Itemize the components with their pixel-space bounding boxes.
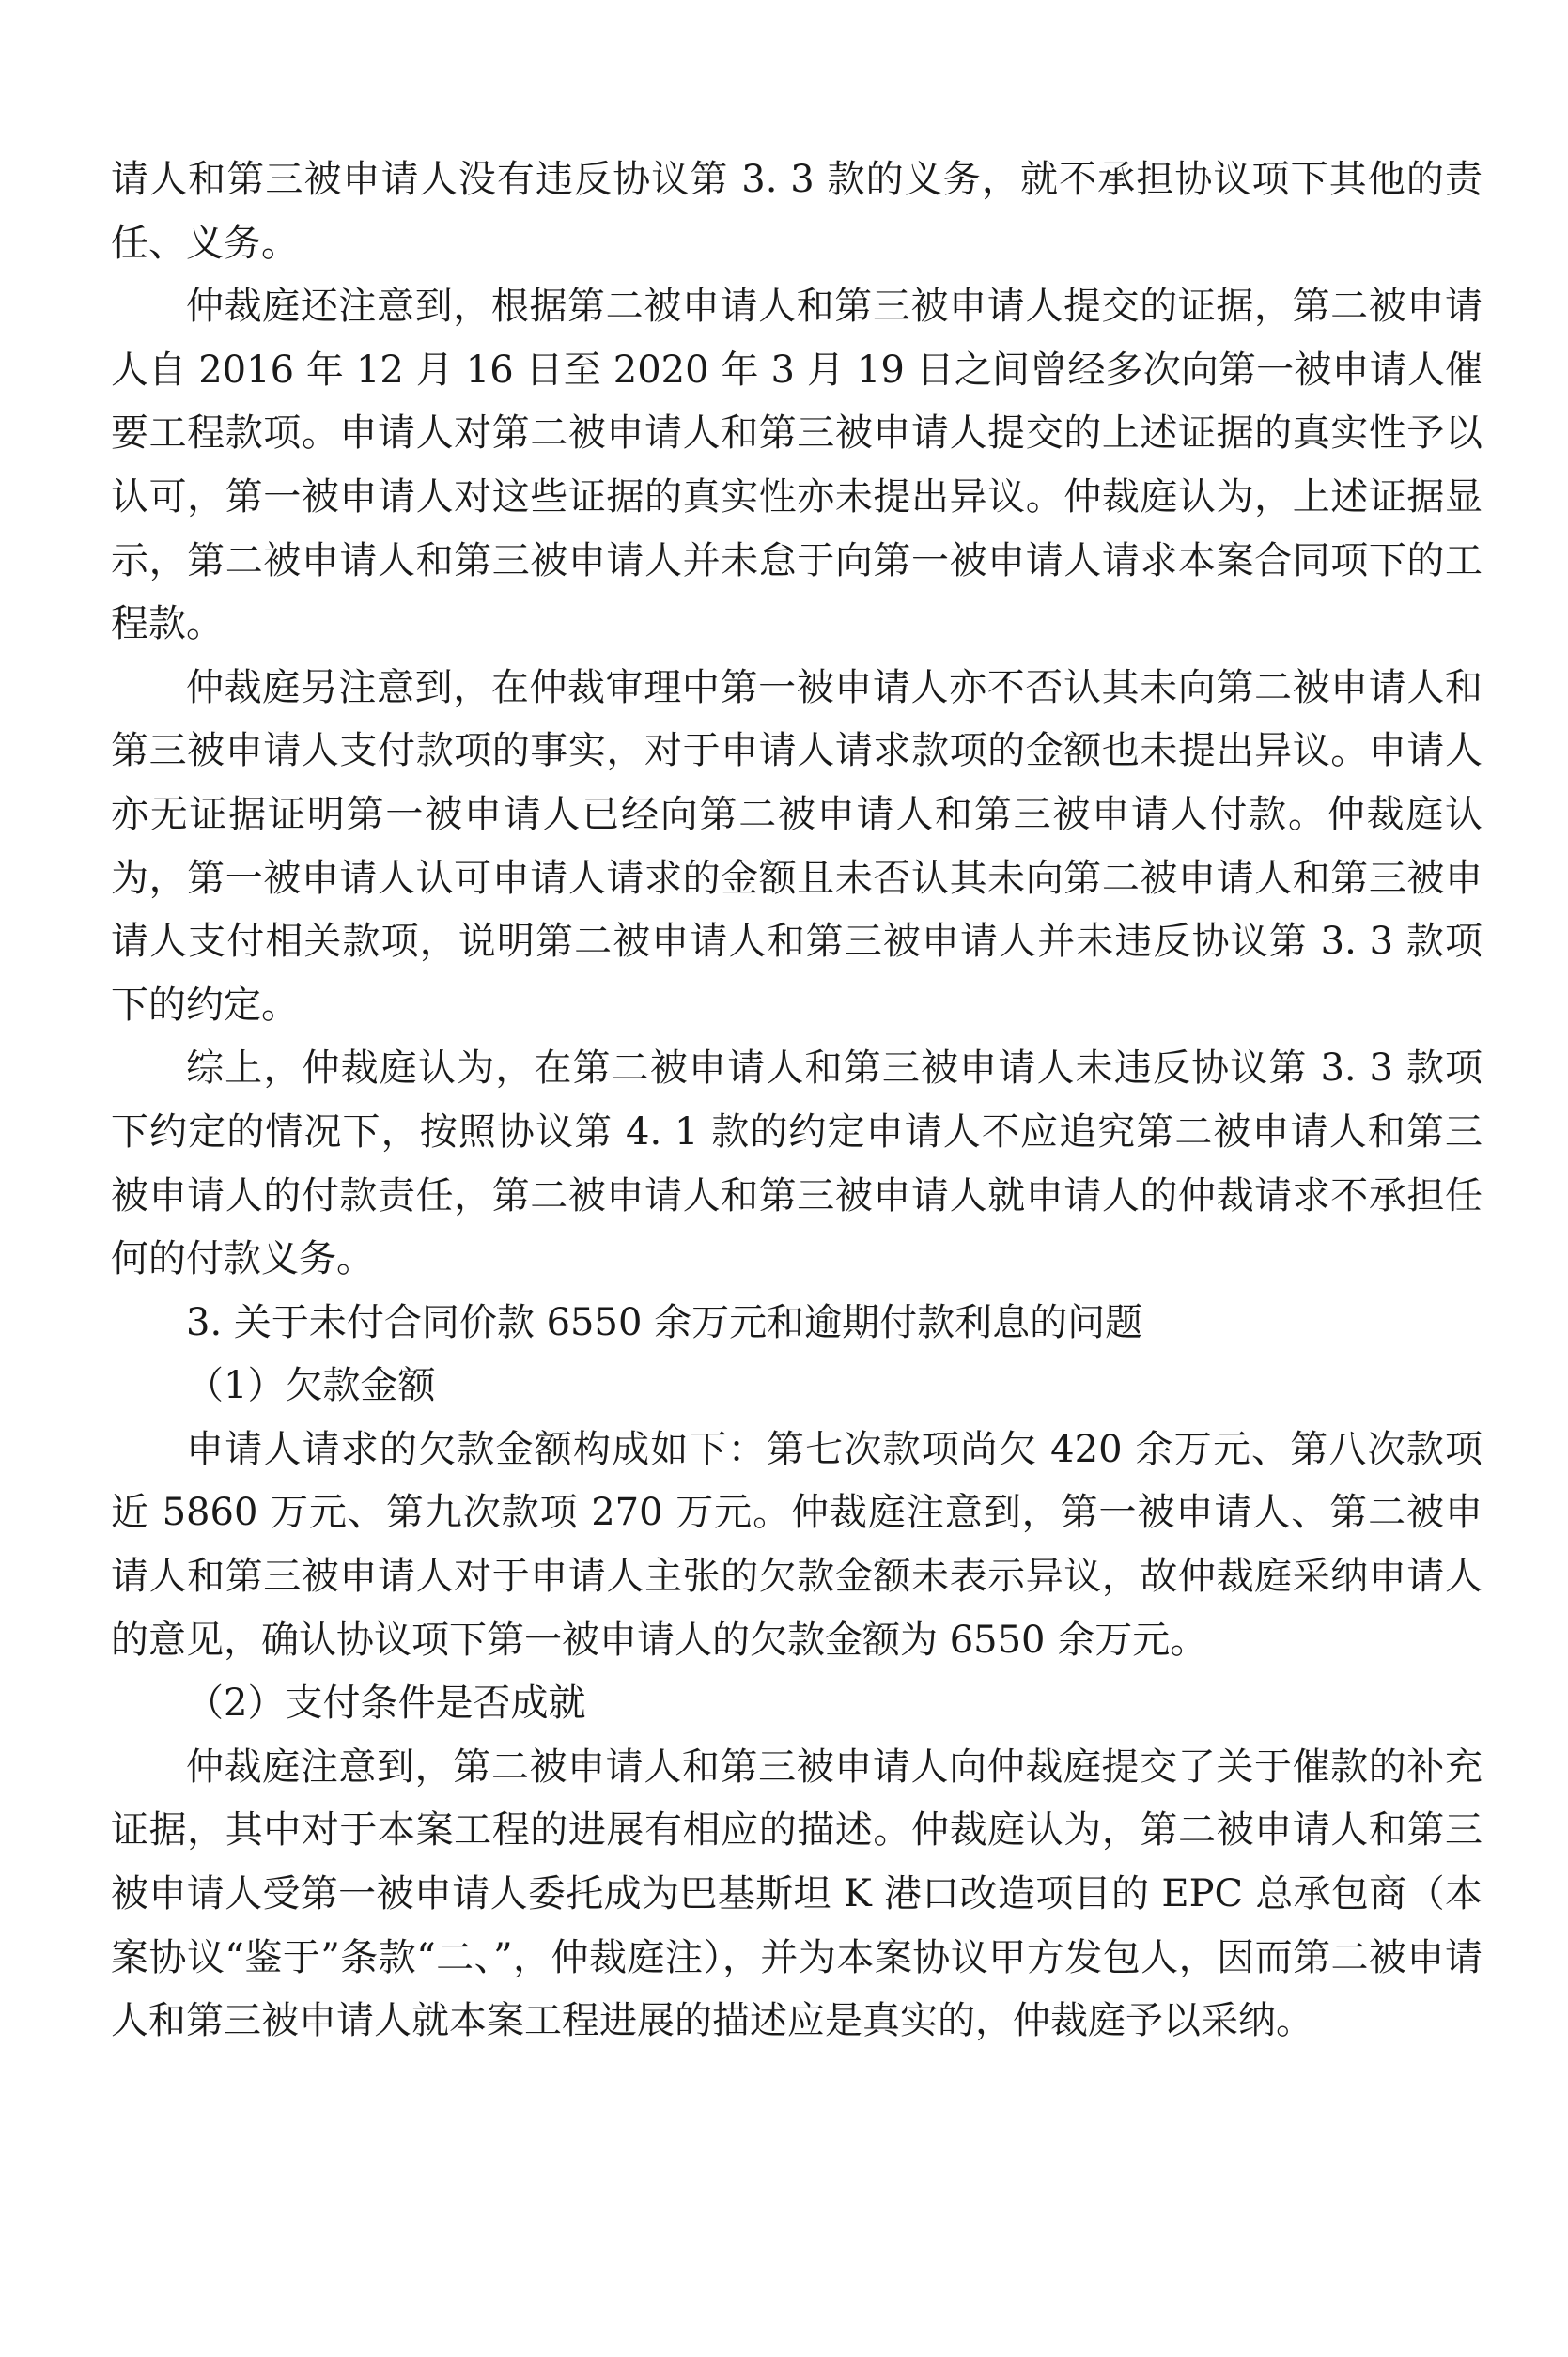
document-body xyxy=(111,148,1483,2054)
paragraph-4: 综上，仲裁庭认为，在第二被申请人和第三被申请人未违反协议第 3. 3 款项下约定的情况下，按照协议第 4. 1 款的约定申请人不应追究第二被申请人和第三被申请人的付款责任，第二被申请人和第三被申请人就申请人的仲裁请求不承担任何的付款义务。 xyxy=(111,1047,1483,1281)
subheading-1: （1）欠款金额 xyxy=(186,1364,436,1408)
paragraph-3: 仲裁庭另注意到，在仲裁审理中第一被申请人亦不否认其未向第二被申请人和第三被申请人支付款项的事实，对于申请人请求款项的金额也未提出异议。申请人亦无证据证明第一被申请人已经向第二被申请人和第三被申请人付款。仲裁庭认为，第一被申请人认可申请人请求的金额且未否认其未向第二被申请人和第三被申请人支付相关款项，说明第二被申请人和第三被申请人并未违反协议第 3. 3 款项下的约定。 xyxy=(111,665,1483,1027)
paragraph-5: 申请人请求的欠款金额构成如下：第七次款项尚欠 420 余万元、第八次款项近 5860 万元、第九次款项 270 万元。仲裁庭注意到，第一被申请人、第二被申请人和第三被申请人对于申请人主张的欠款金额未表示异议，故仲裁庭采纳申请人的意见，确认协议项下第一被申请人的欠款金额为 6550 余万元。 xyxy=(111,1427,1483,1662)
paragraph-2: 仲裁庭还注意到，根据第二被申请人和第三被申请人提交的证据，第二被申请人自 2016 年 12 月 16 日至 2020 年 3 月 19 日之间曾经多次向第一被申请人催要工程款项。申请人对第二被申请人和第三被申请人提交的上述证据的真实性予以认可，第一被申请人对这些证据的真实性亦未提出异议。仲裁庭认为，上述证据显示，第二被申请人和第三被申请人并未怠于向第一被申请人请求本案合同项下的工程款。 xyxy=(111,285,1483,646)
paragraph-1: 请人和第三被申请人没有违反协议第 3. 3 款的义务，就不承担协议项下其他的责任、义务。 xyxy=(111,158,1483,265)
subheading-2: （2）支付条件是否成就 xyxy=(186,1682,586,1726)
paragraph-6: 仲裁庭注意到，第二被申请人和第三被申请人向仲裁庭提交了关于催款的补充证据，其中对于本案工程的进展有相应的描述。仲裁庭认为，第二被申请人和第三被申请人受第一被申请人委托成为巴基斯坦 K 港口改造项目的 EPC 总承包商（本案协议“鉴于”条款“二、”，仲裁庭注），并为本案协议甲方发包人，因而第二被申请人和第三被申请人就本案工程进展的描述应是真实的，仲裁庭予以采纳。 xyxy=(111,1744,1483,2043)
section-heading-3: 3. 关于未付合同价款 6550 余万元和逾期付款利息的问题 xyxy=(186,1300,1143,1344)
